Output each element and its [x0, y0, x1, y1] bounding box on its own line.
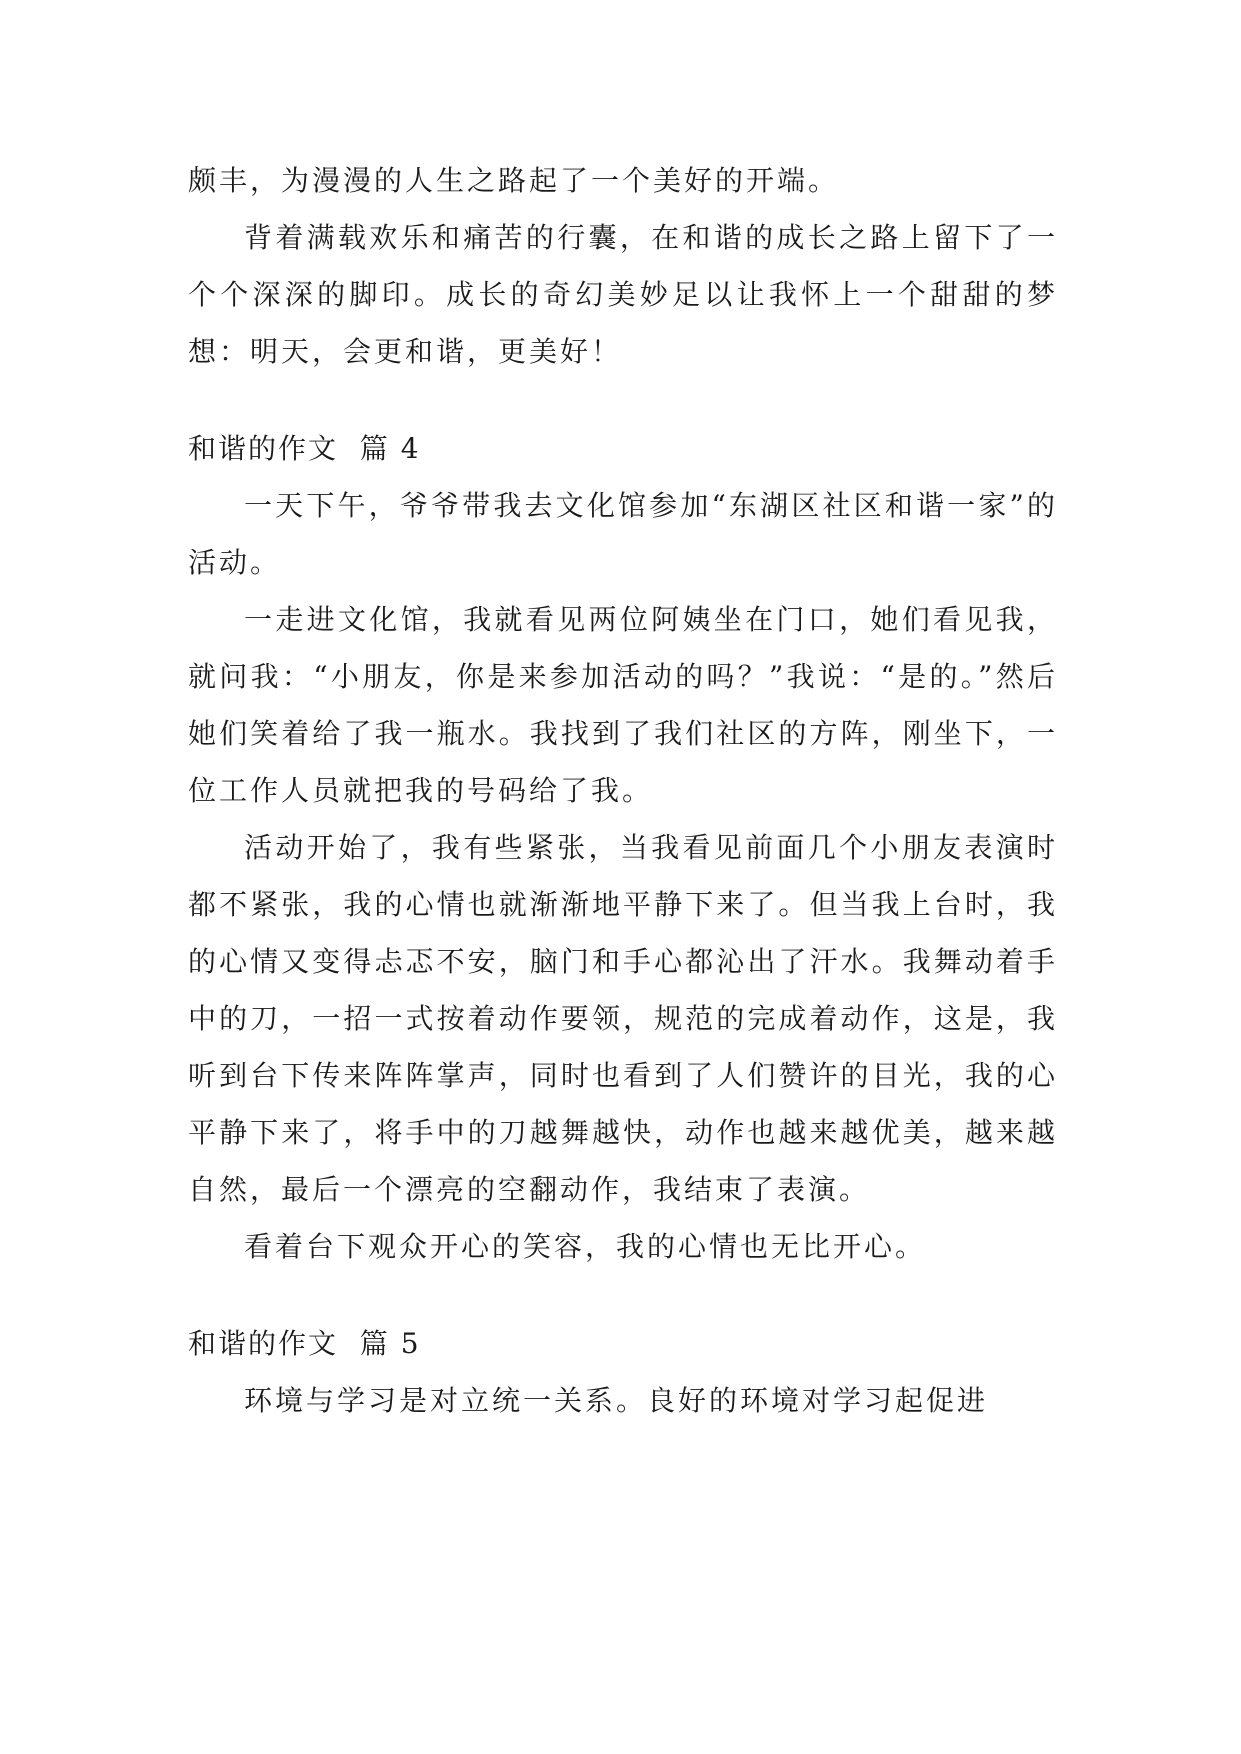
paragraph: 活动开始了，我有些紧张，当我看见前面几个小朋友表演时都不紧张，我的心情也就渐渐地平静下来了。但当我上台时，我的心情又变得忐忑不安，脑门和手心都沁出了汗水。我舞动着手中的刀，一招一式按着动作要领，规范的完成着动作，这是，我听到台下传来阵阵掌声，同时也看到了人们赞许的目光，我的心平静下来了，将手中的刀越舞越快，动作也越来越优美，越来越自然，最后一个漂亮的空翻动作，我结束了表演。 [188, 831, 1058, 1206]
paragraph: 颇丰，为漫漫的人生之路起了一个美好的开端。 [188, 164, 840, 197]
document-body [188, 152, 1058, 1429]
paragraph: 背着满载欢乐和痛苦的行囊，在和谐的成长之路上留下了一个个深深的脚印。成长的奇幻美妙足以让我怀上一个甜甜的梦想：明天，会更和谐，更美好！ [188, 221, 1058, 368]
section-heading-4: 和谐的作文 篇 4 [188, 432, 421, 465]
paragraph: 一走进文化馆，我就看见两位阿姨坐在门口，她们看见我，就问我：“小朋友，你是来参加活动的吗？”我说：“是的。”然后她们笑着给了我一瓶水。我找到了我们社区的方阵，刚坐下，一位工作人员就把我的号码给了我。 [188, 603, 1058, 807]
section-heading-5: 和谐的作文 篇 5 [188, 1327, 421, 1360]
paragraph: 一天下午，爷爷带我去文化馆参加“东湖区社区和谐一家”的活动。 [188, 489, 1058, 579]
paragraph: 环境与学习是对立统一关系。良好的环境对学习起促进 [244, 1384, 989, 1417]
paragraph: 看着台下观众开心的笑容，我的心情也无比开心。 [244, 1230, 927, 1263]
